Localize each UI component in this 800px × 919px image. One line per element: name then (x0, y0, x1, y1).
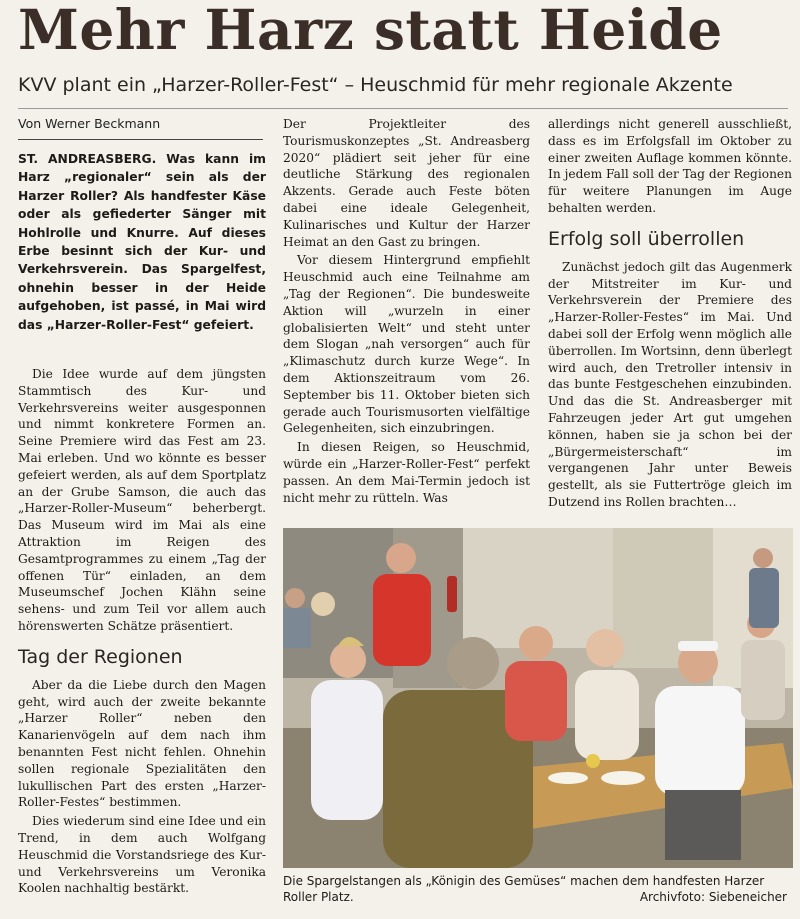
col2-paragraph-2: Vor diesem Hintergrund empfiehlt Heuschmid auch eine Teilnahme am „Tag der Regionen“. Die bundesweite Aktion will „wurzeln in einer globalisierten Welt“ und steht unter dem Slogan „nah versorgen“ auch für „Klimaschutz durch kurze Wege“. In dem Aktionszeitraum vom 26. September bis 11. Oktober bieten sich gerade auch Tourismusorten vielfältige Gelegenheiten, sich einzubringen. (283, 253, 530, 436)
article-photo (283, 528, 793, 868)
subtitle: KVV plant ein „Harzer-Roller-Fest“ – Heuschmid für mehr regionale Akzente (18, 74, 733, 96)
lead-paragraph: ST. ANDREASBERG. Was kann im Harz „regionaler“ sein als der Harzer Roller? Als handfester Käse oder als gefiederter Sänger mit Hohlrolle und Knurre. Auf dieses Erbe besinnt sich der Kur- und Verkehrsverein. Das Spargelfest, ohnehin besser in der Heide aufgehoben, ist passé, in Mai wird das „Harzer-Roller-Fest“ gefeiert. (18, 152, 266, 332)
top-rule (18, 108, 788, 109)
subhead-tag-der-regionen: Tag der Regionen (18, 645, 183, 668)
byline: Von Werner Beckmann (18, 116, 161, 131)
photo-caption (283, 873, 793, 905)
headline: Mehr Harz statt Heide (18, 0, 723, 62)
column-2 (283, 116, 530, 508)
col1-paragraph-1: Die Idee wurde auf dem jüngsten Stammtisch des Kur- und Verkehrsvereins weiter ausgesponnen und nimmt konkretere Formen an. Seine Premiere wird das Fest am 23. Mai erleben. Und wo könnte es besser gefeiert werden, als auf dem Sportplatz an der Grube Samson, die auch das „Harzer-Roller-Museum“ beherbergt. Das Museum wird im Mai als eine Attraktion im Reigen des Gesamtprogrammes zu einem „Tag der offenen Tür“ einladen, an dem Museumschef Jochen Klähn seine sehens- und zum Teil vor allem auch hörenswerten Schätze präsentiert. (18, 367, 266, 633)
col1-paragraph-2: Aber da die Liebe durch den Magen geht, wird auch der zweite bekannte „Harzer Roller“ neben den Kanarienvögeln auf dem nach ihm benannten Fest nicht fehlen. Ohnehin sollen regionale Spezialitäten den lukullischen Part des ersten „Harzer-Roller-Festes“ bestimmen. (18, 677, 266, 810)
col2-paragraph-3: In diesen Reigen, so Heuschmid, würde ein „Harzer-Roller-Fest“ perfekt passen. An dem Mai-Termin jedoch ist nicht mehr zu rütteln. Was (283, 440, 530, 505)
col3-paragraph-2: Zunächst jedoch gilt das Augenmerk der Mitstreiter im Kur- und Verkehrsverein der Premiere des „Harzer-Roller-Festes“ im Mai. Und dabei soll der Erfolg wenn möglich alle überrollen. Im Wortsinn, denn überlegt wird auch, den Tretroller intensiv in das bunte Festgeschehen einzubinden. Und das die St. Andreasberger mit Fahrzeugen jeder Art gut umgehen können, haben sie ja schon bei der „Bürgermeisterschaft“ im vergangenen Jahr unter Beweis gestellt, als sie Futtertröge gleich im Dutzend ins Rollen brachten… (548, 259, 792, 509)
byline-rule (18, 139, 263, 140)
caption-text: Die Spargelstangen als „Königin des Gemüses“ machen dem handfesten Harzer Roller Platz. (283, 874, 765, 904)
photo-festival-crowd (283, 528, 793, 868)
col1-paragraph-3: Dies wiederum sind eine Idee und ein Trend, in dem auch Wolfgang Heuschmid die Vorstandsriege des Kur- und Verkehrsvereins um Veronika Koolen nachhaltig bestärkt. (18, 814, 266, 896)
column-3 (548, 116, 792, 513)
photo-credit: Archivfoto: Siebeneicher (639, 890, 787, 904)
col3-paragraph-1: allerdings nicht generell ausschließt, dass es im Erfolgsfall im Oktober zu einer zweiten Auflage kommen könnte. In jedem Fall soll der Tag der Regionen für weitere Planungen im Auge behalten werden. (548, 117, 792, 215)
column-1 (18, 366, 266, 899)
subhead-erfolg-soll-ueberrollen: Erfolg soll überrollen (548, 227, 745, 250)
col2-paragraph-1: Der Projektleiter des Tourismuskonzeptes „St. Andreasberg 2020“ plädiert seit jeher für eine deutliche Stärkung des regionalen Akzents. Gerade auch Feste böten dabei eine ideale Gelegenheit, Kulinarisches und Kultur der Harzer Heimat an den Gast zu bringen. (283, 117, 530, 249)
